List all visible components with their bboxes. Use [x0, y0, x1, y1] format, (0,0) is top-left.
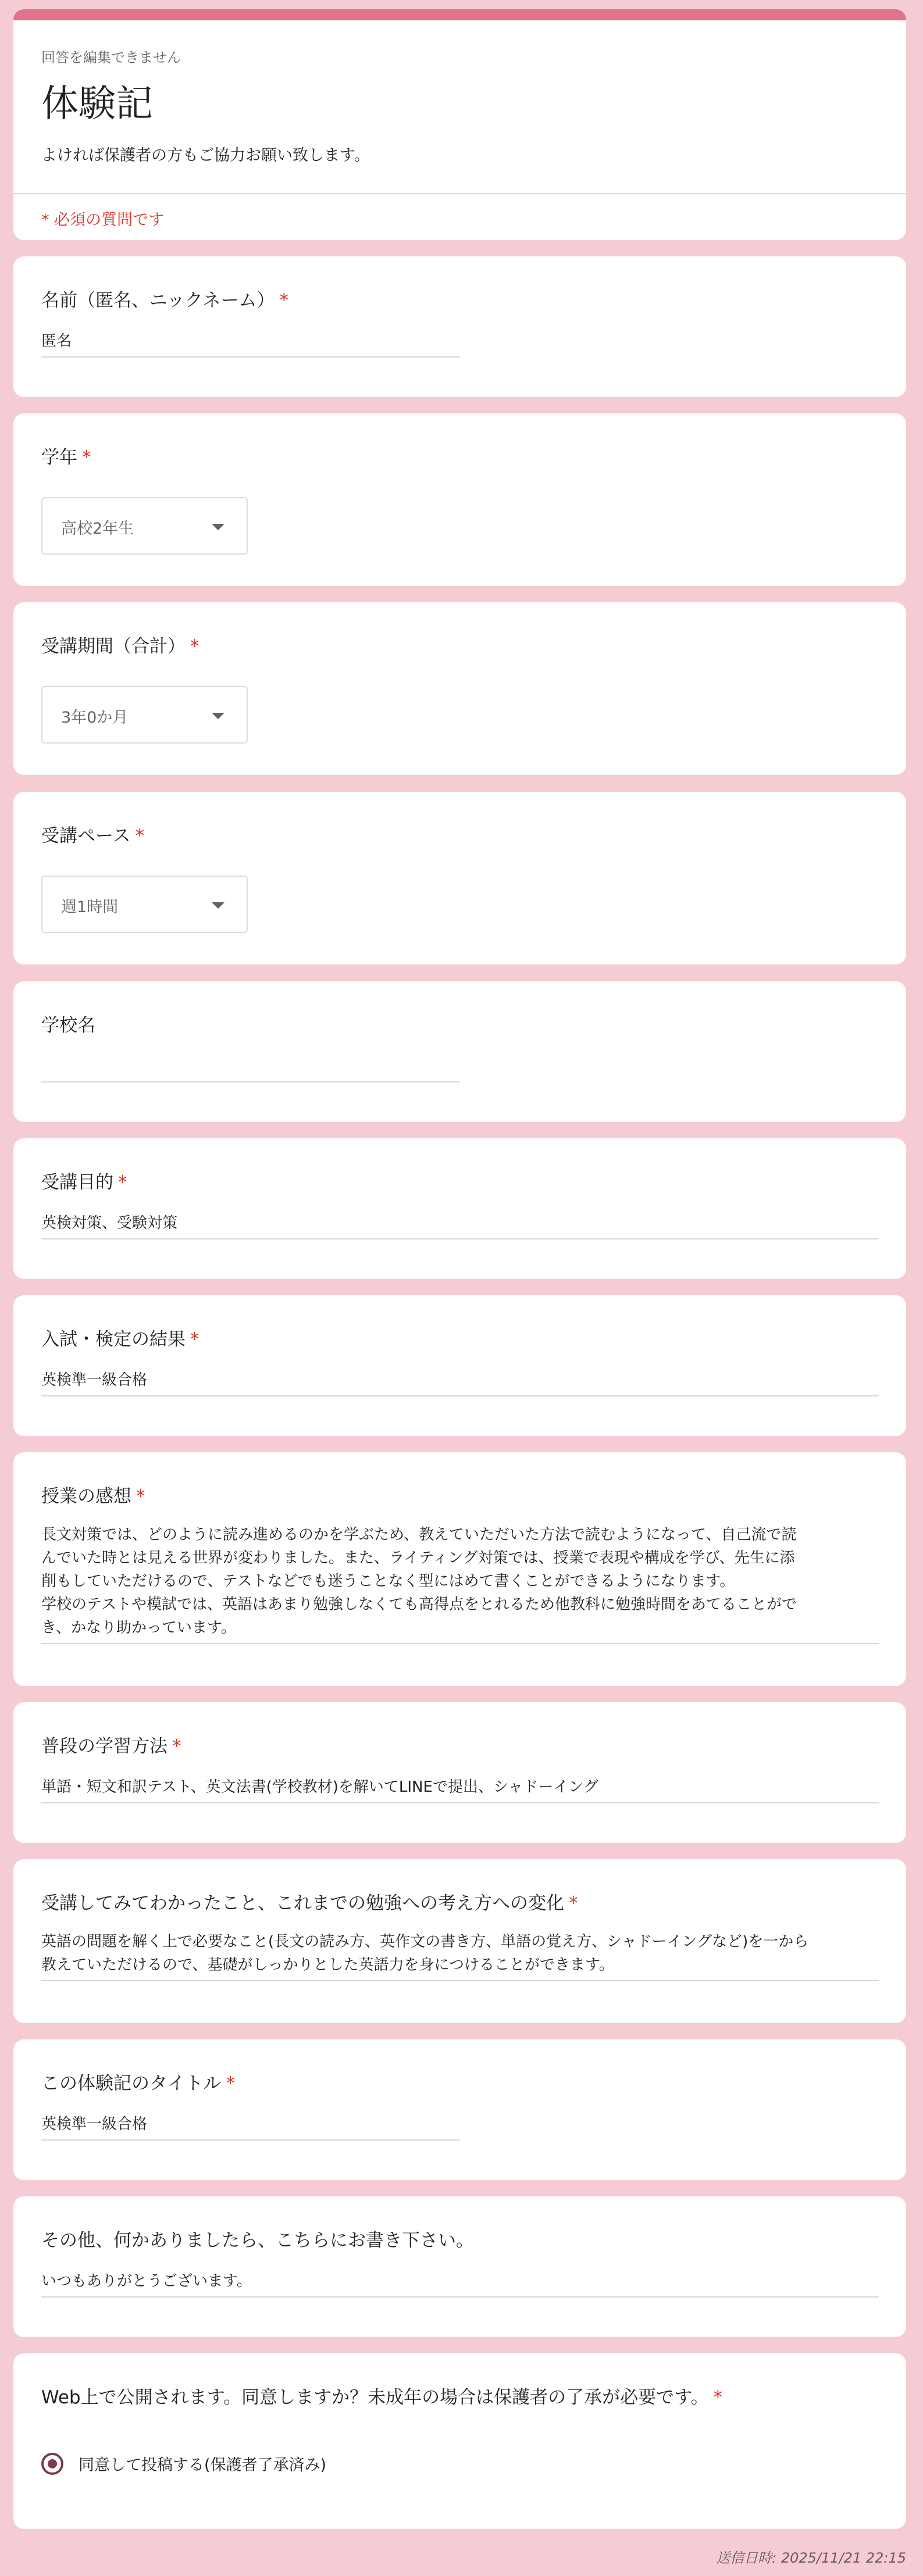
question-label: 受講ペース — [41, 826, 131, 846]
chevron-down-icon — [212, 713, 224, 719]
change-answer: 英語の問題を解く上で必要なこと(長文の読み方、英作文の書き方、単語の覚え方、シャドーイングなど)を一から 教えていただけるので、基礎がしっかりとした英語力を身につけることができます。 — [41, 1930, 879, 1981]
question-title — [41, 1167, 127, 1194]
question-label: 授業の感想 — [41, 1486, 131, 1507]
question-card-impression — [13, 1452, 906, 1686]
question-title — [41, 1731, 181, 1757]
question-title — [41, 1888, 578, 1914]
edit-disabled-notice: 回答を編集できません — [41, 49, 181, 66]
question-label: Web上で公開されます。同意しますか？未成年の場合は保護者の了承が必要です。 — [41, 2387, 709, 2408]
question-card-purpose — [13, 1138, 906, 1279]
question-title — [41, 2225, 474, 2252]
question-card-change — [13, 1859, 906, 2023]
question-card-period — [13, 602, 906, 775]
form-title: 体験記 — [41, 83, 153, 126]
question-title — [41, 1481, 145, 1507]
consent-option[interactable] — [41, 2452, 326, 2475]
school-answer — [41, 1055, 460, 1082]
required-star: * — [135, 826, 144, 846]
required-star: * — [190, 636, 199, 657]
question-title — [41, 631, 199, 658]
required-star: * — [136, 1486, 145, 1507]
question-label: その他、何かありましたら、こちらにお書き下さい。 — [41, 2230, 474, 2251]
question-card-other — [13, 2196, 906, 2337]
story-title-answer: 英検準一級合格 — [41, 2113, 460, 2141]
grade-select-value: 高校2年生 — [61, 520, 134, 538]
pace-select-value: 週1時間 — [61, 898, 119, 916]
question-label: 入試・検定の結果 — [41, 1329, 186, 1350]
required-star: * — [172, 1736, 181, 1757]
question-title — [41, 2068, 235, 2095]
required-star: * — [82, 447, 91, 468]
question-label: 受講してみてわかったこと、これまでの勉強への考え方への変化 — [41, 1893, 564, 1914]
impression-answer: 長文対策では、どのように読み進めるのかを学ぶため、教えていただいた方法で読むようになって、自己流で読 んでいた時とは見える世界が変わりました。また、ライティング対策では、授業で表現や構成を学び、先生に添 削もしていただけるので、テストなどでも迷うことなく型にはめて書くことができるようになります。 学校のテストや模試では、英語はあまり勉強しなくても高得点をとれるため他教科に勉強時間をあてることがで き、かなり助かっています。 — [41, 1523, 879, 1644]
consent-option-label: 同意して投稿する(保護者了承済み) — [79, 2456, 327, 2474]
question-label: 普段の学習方法 — [41, 1736, 168, 1757]
question-card-name — [13, 256, 906, 397]
question-title — [41, 285, 288, 312]
question-label: 学年 — [41, 447, 77, 468]
question-label: この体験記のタイトル — [41, 2073, 222, 2094]
question-card-grade — [13, 413, 906, 586]
question-title — [41, 2382, 722, 2409]
study-method-answer: 単語・短文和訳テスト、英文法書(学校教材)を解いてLINEで提出、シャドーイング — [41, 1775, 879, 1803]
name-answer: 匿名 — [41, 330, 460, 358]
question-card-school — [13, 981, 906, 1122]
form-description: よければ保護者の方もご協力お願い致します。 — [41, 147, 370, 165]
chevron-down-icon — [212, 902, 224, 909]
header-divider — [13, 193, 906, 194]
period-select-value: 3年0か月 — [61, 709, 129, 727]
question-label: 受講目的 — [41, 1172, 113, 1193]
required-note: * 必須の質問です — [41, 211, 165, 229]
required-star: * — [118, 1172, 127, 1193]
period-select[interactable] — [41, 686, 248, 744]
submission-timestamp: 送信日時: 2025/11/21 22:15 — [716, 2550, 906, 2566]
chevron-down-icon — [212, 524, 224, 530]
grade-select[interactable] — [41, 497, 248, 555]
required-star: * — [569, 1893, 578, 1914]
question-title — [41, 1010, 95, 1037]
question-card-consent — [13, 2353, 906, 2529]
required-star: * — [226, 2073, 235, 2094]
question-title — [41, 821, 144, 847]
question-label: 学校名 — [41, 1015, 95, 1036]
result-answer: 英検準一級合格 — [41, 1369, 879, 1396]
question-title — [41, 1324, 199, 1350]
question-label: 名前（匿名、ニックネーム） — [41, 290, 275, 311]
form-header-card — [13, 9, 906, 240]
question-card-result — [13, 1295, 906, 1436]
question-card-story-title — [13, 2039, 906, 2180]
required-star: * — [190, 1329, 199, 1350]
pace-select[interactable] — [41, 876, 248, 933]
required-star: * — [713, 2387, 723, 2408]
question-card-pace — [13, 792, 906, 964]
other-answer: いつもありがとうございます。 — [41, 2270, 879, 2298]
required-star: * — [279, 290, 288, 311]
purpose-answer: 英検対策、受験対策 — [41, 1212, 879, 1239]
question-title — [41, 442, 91, 469]
radio-selected-icon[interactable] — [41, 2453, 63, 2475]
question-card-study-method — [13, 1702, 906, 1843]
question-label: 受講期間（合計） — [41, 636, 186, 657]
